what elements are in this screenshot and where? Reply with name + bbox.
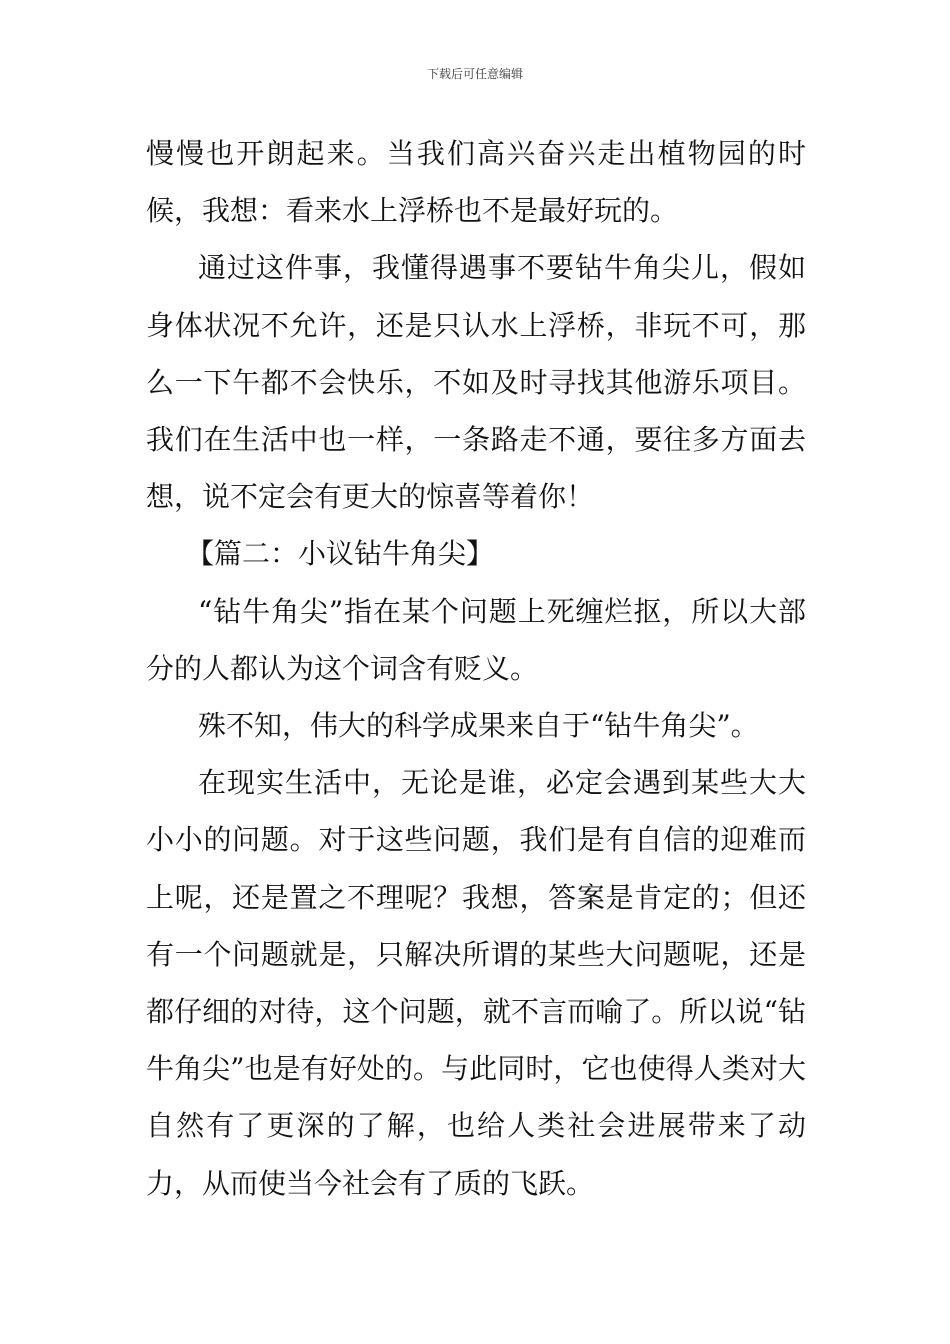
document-body — [146, 125, 806, 1212]
page-header: 下载后可任意编辑 — [426, 67, 523, 81]
paragraph-3: “钻牛角尖”指在某个问题上死缠烂抠，所以大部分的人都认为这个词含有贬义。 — [146, 594, 806, 685]
section-title: 【篇二：小议钻牛角尖】 — [186, 537, 495, 571]
paragraph-2: 通过这件事，我懂得遇事不要钻牛角尖儿，假如身体状况不允许，还是只认水上浮桥，非玩不可，那么一下午都不会快乐，不如及时寻找其他游乐项目。我们在生活中也一样，一条路走不通，要往多方面去想，说不定会有更大的惊喜等着你！ — [146, 251, 806, 514]
paragraph-5: 在现实生活中，无论是谁，必定会遇到某些大大小小的问题。对于这些问题，我们是有自信的迎难而上呢，还是置之不理呢？我想，答案是肯定的；但还有一个问题就是，只解决所谓的某些大问题呢，还是都仔细的对待，这个问题，就不言而喻了。所以说“钻牛角尖”也是有好处的。与此同时，它也使得人类对大自然有了更深的了解，也给人类社会进展带来了动力，从而使当今社会有了质的飞跃。 — [146, 766, 806, 1200]
paragraph-4: 殊不知，伟大的科学成果来自于“钻牛角尖”。 — [198, 709, 759, 743]
paragraph-1: 慢慢也开朗起来。当我们高兴奋兴走出植物园的时候，我想：看来水上浮桥也不是最好玩的。 — [146, 137, 806, 228]
